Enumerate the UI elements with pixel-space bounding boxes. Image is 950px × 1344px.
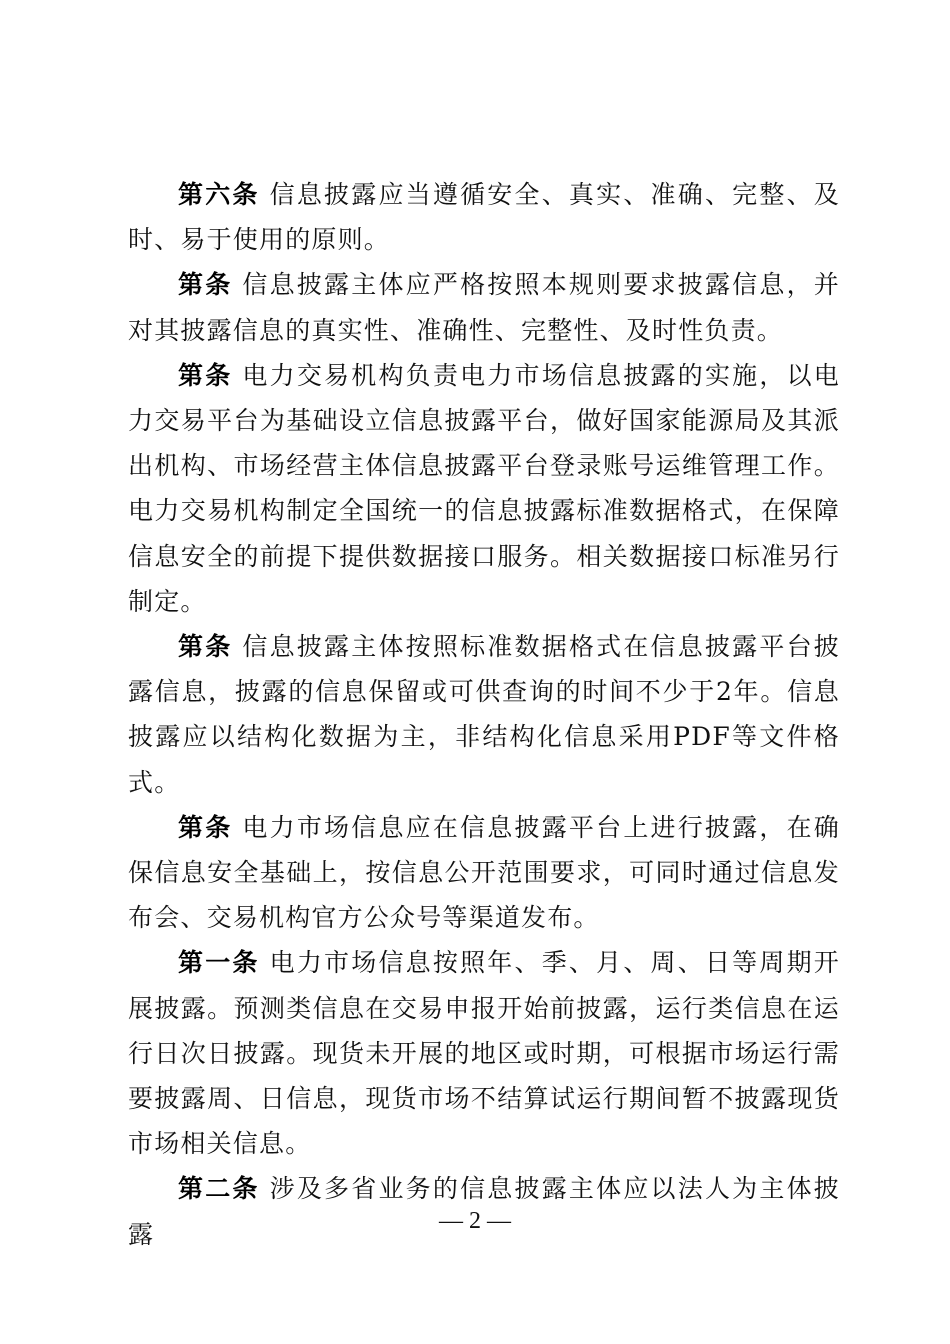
- article-heading: 第条: [178, 812, 233, 842]
- article-heading: 第二条: [178, 1174, 260, 1204]
- article-text: 涉及多省业务的信息披露主体应以法人为主体披露: [128, 1174, 840, 1249]
- page-number: — 2 —: [439, 1208, 511, 1234]
- article-text: 信息披露应当遵循安全、真实、准确、完整、及时、易于使用的原则。: [128, 180, 840, 255]
- article-heading: 第六条: [178, 180, 260, 209]
- article-paragraph-8: [128, 353, 840, 624]
- article-paragraph-9: [128, 624, 840, 805]
- article-text: 电力市场信息应在信息披露平台上进行披露，在确保信息安全基础上，按信息公开范围要求，可同时通过信息发布会、交易机构官方公众号等渠道发布。: [128, 812, 840, 933]
- article-text: 电力交易机构负责电力市场信息披露的实施，以电力交易平台为基础设立信息披露平台，做好国家能源局及其派出机构、市场经营主体信息披露平台登录账号运维管理工作。电力交易机构制定全国统一的信息披露标准数据格式，在保障信息安全的前提下提供数据接口服务。相关数据接口标准另行制定。: [128, 360, 840, 616]
- document-body: [128, 172, 840, 1257]
- article-paragraph-11: [128, 940, 840, 1166]
- article-heading: 第条: [178, 632, 233, 662]
- article-paragraph-10: [128, 805, 840, 941]
- article-text: 电力市场信息按照年、季、月、周、日等周期开展披露。预测类信息在交易申报开始前披露，运行类信息在运行日次日披露。现货未开展的地区或时期，可根据市场运行需要披露周、日信息，现货市场不结算试运行期间暂不披露现货市场相关信息。: [128, 948, 840, 1159]
- article-text: 信息披露主体应严格按照本规则要求披露信息，并对其披露信息的真实性、准确性、完整性、及时性负责。: [128, 270, 840, 345]
- article-heading: 第条: [178, 360, 233, 390]
- article-text: 信息披露主体按照标准数据格式在信息披露平台披露信息，披露的信息保留或可供查询的时间不少于2年。信息披露应以结构化数据为主，非结构化信息采用PDF等文件格式。: [128, 632, 840, 797]
- article-heading: 第一条: [178, 948, 260, 978]
- article-paragraph-7: [128, 262, 840, 352]
- article-heading: 第条: [178, 270, 233, 300]
- article-paragraph-6: [128, 172, 840, 262]
